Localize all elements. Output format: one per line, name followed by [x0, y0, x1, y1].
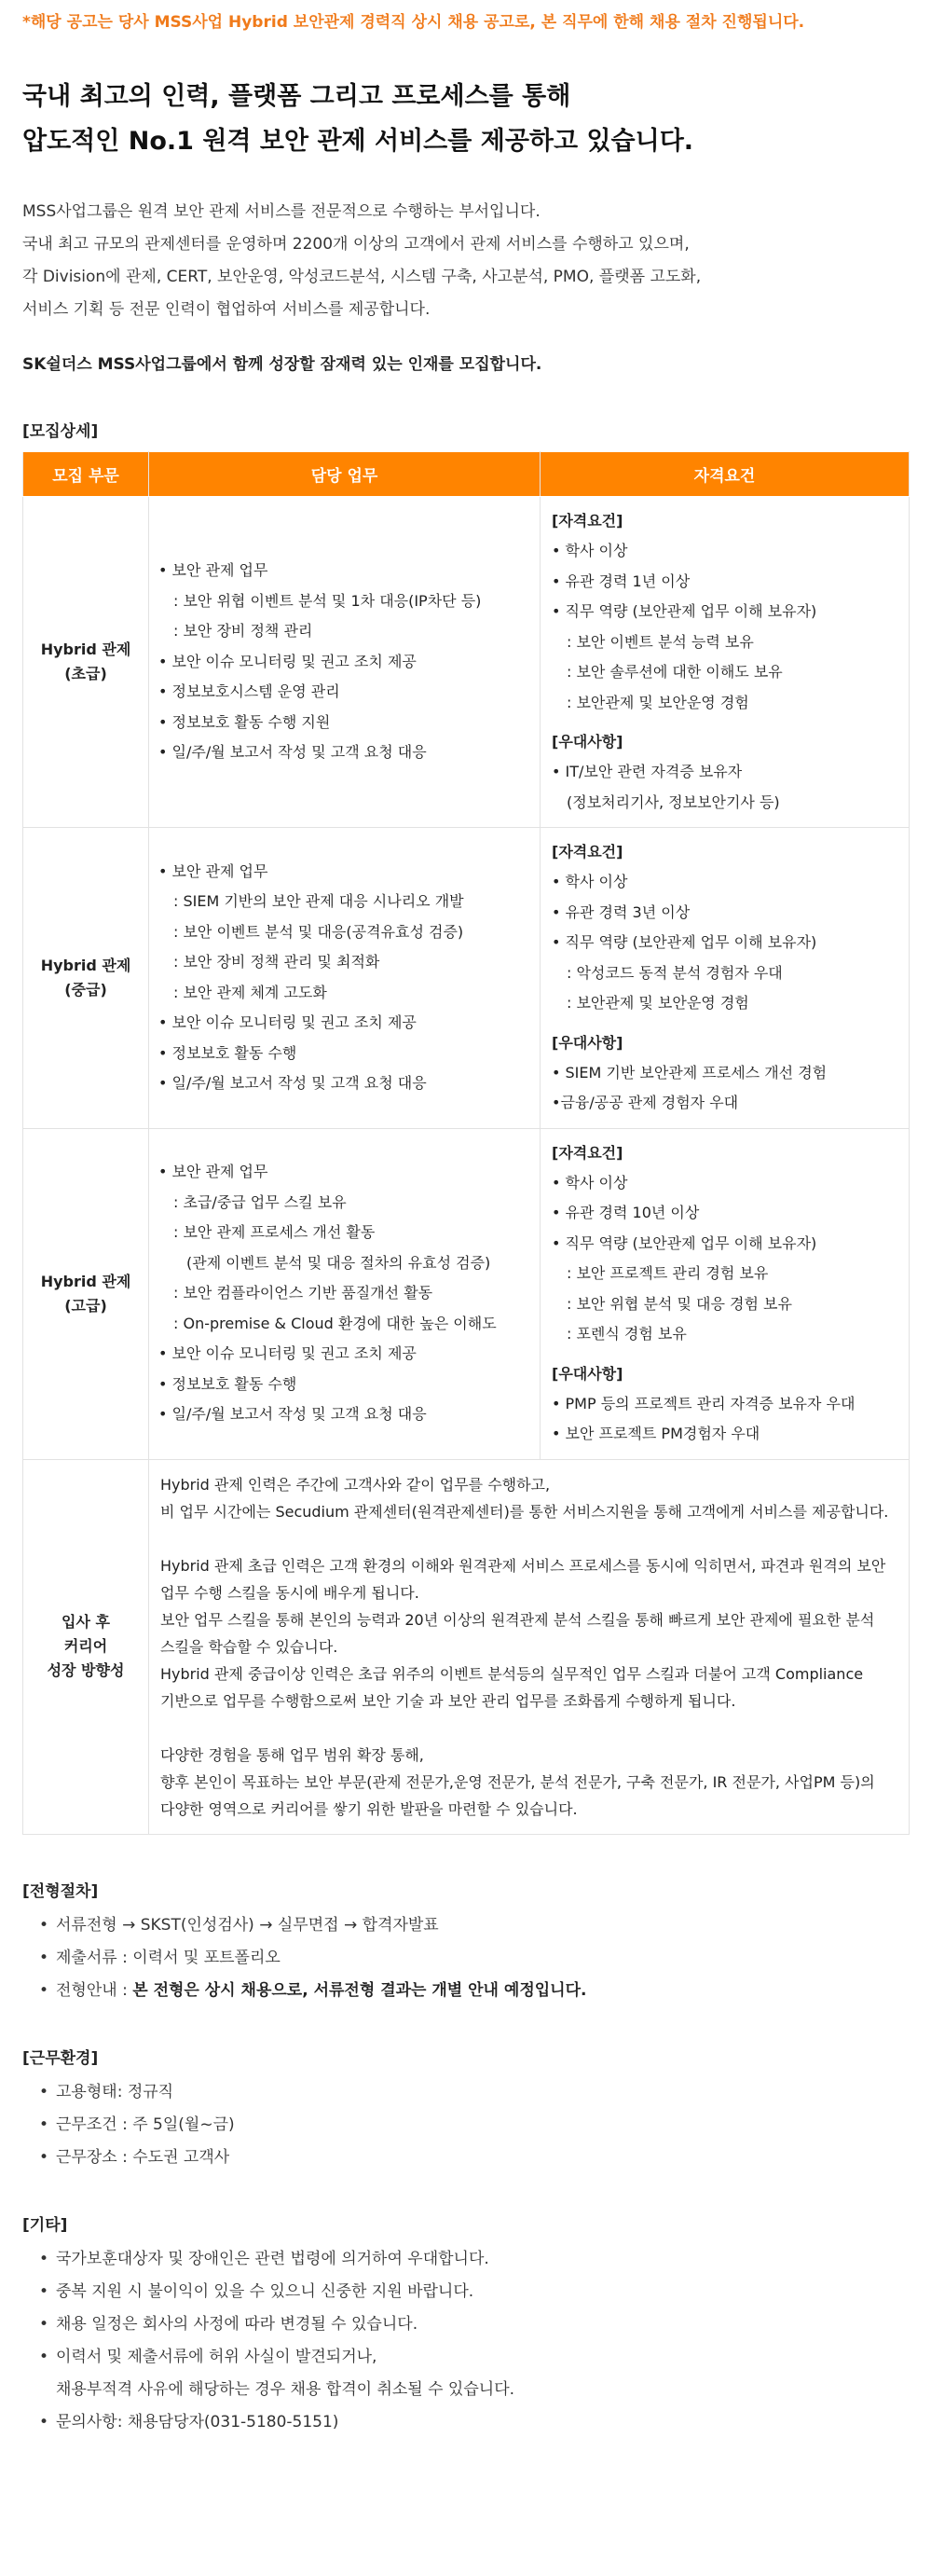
duty-line: : SIEM 기반의 보안 관제 대응 시나리오 개발: [173, 892, 464, 911]
category-label: 입사 후: [62, 1613, 110, 1631]
environment-list: [22, 2076, 909, 2174]
list-item-text: 제출서류 : 이력서 및 포트폴리오: [56, 1948, 281, 1967]
duties-cell: [149, 497, 541, 828]
duties-cell: [149, 1128, 541, 1459]
qualification-heading: [자격요건]: [552, 1143, 623, 1162]
duty-line: • 정보보호 활동 수행: [158, 1043, 297, 1062]
qualification-line: •금융/공공 관제 경험자 우대: [552, 1094, 739, 1111]
recruit-line: SK쉴더스 MSS사업그룹에서 함께 성장할 잠재력 있는 인재를 모집합니다.: [22, 355, 542, 374]
qualifications-cell: [541, 497, 910, 828]
intro: [22, 196, 909, 326]
list-item: [22, 1942, 909, 1975]
list-item: [22, 2109, 909, 2142]
qualification-line: • 유관 경력 3년 이상: [552, 902, 691, 921]
qualification-heading: [우대사항]: [552, 1033, 623, 1052]
qualification-line: : 보안 프로젝트 관리 경험 보유: [567, 1264, 769, 1282]
qualification-line: : 보안관제 및 보안운영 경험: [567, 994, 749, 1012]
duty-line: : 보안 관제 프로세스 개선 활동: [173, 1223, 376, 1242]
spacer: [160, 1715, 897, 1742]
duty-line: • 정보보호 활동 수행: [158, 1374, 297, 1393]
duty-line: • 보안 이슈 모니터링 및 권고 조치 제공: [158, 652, 417, 670]
category-label: Hybrid 관제: [40, 641, 131, 658]
table-row: [23, 828, 910, 1129]
duty-line: • 일/주/월 보고서 작성 및 고객 요청 대응: [158, 1074, 427, 1093]
recruit-detail-table: [22, 451, 910, 1835]
qualification-line: • 학사 이상: [552, 873, 628, 890]
etc-section-title: [기타]: [22, 2215, 68, 2235]
qualification-heading: [자격요건]: [552, 843, 623, 861]
headline-line-2: 압도적인 No.1 원격 보안 관제 서비스를 제공하고 있습니다.: [22, 127, 694, 156]
environment-section-title: [근무환경]: [22, 2048, 99, 2068]
career-line: 기반으로 업무를 수행함으로써 보안 기술 과 보안 관리 업무를 조화롭게 수행하게 됩니다.: [160, 1691, 736, 1710]
qualification-line: • SIEM 기반 보안관제 프로세스 개선 경험: [552, 1063, 828, 1081]
list-item: [22, 1909, 909, 1942]
qualification-line: : 보안관제 및 보안운영 경험: [567, 693, 749, 711]
qualification-line: • 직무 역량 (보안관제 업무 이해 보유자): [552, 933, 817, 951]
career-line: 보안 업무 스킬을 통해 본인의 능력과 20년 이상의 원격관제 분석 스킬을 통해 빠르게 보안 관제에 필요한 분석: [160, 1610, 875, 1629]
category-label: (초급): [64, 665, 107, 682]
list-item: [22, 2076, 909, 2109]
career-line: Hybrid 관제 초급 인력은 고객 환경의 이해와 원격관제 서비스 프로세스를 동시에 익히면서, 파견과 원격의 보안: [160, 1556, 886, 1575]
duty-line: : 초급/중급 업무 스킬 보유: [173, 1192, 347, 1211]
list-item: [22, 1975, 909, 2007]
category-cell: [23, 1128, 149, 1459]
etc-list: [22, 2243, 909, 2439]
spacer: [160, 1525, 897, 1552]
career-line: 비 업무 시간에는 Secudium 관제센터(원격관제센터)를 통한 서비스지원을 통해 고객에게 서비스를 제공합니다.: [160, 1502, 889, 1521]
header-qualifications: 자격요건: [541, 452, 910, 497]
qualification-line: (정보처리기사, 정보보안기사 등): [567, 792, 780, 811]
list-item-text: 서류전형 → SKST(인성검사) → 실무면접 → 합격자발표: [56, 1915, 439, 1935]
qualification-line: • 학사 이상: [552, 542, 628, 559]
list-item-text: 근무조건 : 주 5일(월~금): [56, 2115, 235, 2134]
duty-line: : 보안 장비 정책 관리 및 최적화: [173, 953, 380, 971]
intro-line: 국내 최고 규모의 관제센터를 운영하며 2200개 이상의 고객에서 관제 서비스를 수행하고 있으며,: [22, 235, 690, 254]
intro-line: 각 Division에 관제, CERT, 보안운영, 악성코드분석, 시스템 구축, 사고분석, PMO, 플랫폼 고도화,: [22, 268, 702, 286]
category-label: Hybrid 관제: [40, 1272, 131, 1290]
qualification-line: • 직무 역량 (보안관제 업무 이해 보유자): [552, 602, 817, 620]
category-cell: [23, 828, 149, 1129]
duty-line: • 정보보호 활동 수행 지원: [158, 712, 331, 731]
spacer: [552, 1350, 897, 1359]
list-item-text: 고용형태: 정규직: [56, 2082, 174, 2101]
qualification-line: • PMP 등의 프로젝트 관리 자격증 보유자 우대: [552, 1394, 856, 1412]
spacer: [552, 1019, 897, 1028]
career-line: 향후 본인이 목표하는 보안 부문(관제 전문가,운영 전문가, 분석 전문가, 구축 전문가, IR 전문가, 사업PM 등)의: [160, 1772, 875, 1791]
category-label: (중급): [64, 980, 107, 999]
header-category: 모집 부문: [23, 452, 149, 497]
table-row: [23, 497, 910, 828]
career-line: 다양한 영역으로 커리어를 쌓기 위한 발판을 마련할 수 있습니다.: [160, 1799, 578, 1818]
list-item-text: 전형안내 :: [56, 1980, 133, 2000]
list-item-text: 중복 지원 시 불이익이 있을 수 있으니 신중한 지원 바랍니다.: [56, 2281, 474, 2301]
category-label: (고급): [64, 1296, 107, 1315]
category-label: Hybrid 관제: [40, 956, 131, 974]
headline: [22, 75, 909, 164]
qualification-line: • 유관 경력 1년 이상: [552, 572, 691, 590]
duty-line: • 보안 관제 업무: [158, 1163, 268, 1181]
qualification-line: : 보안 솔루션에 대한 이해도 보유: [567, 663, 783, 681]
duty-line: • 보안 이슈 모니터링 및 권고 조치 제공: [158, 1344, 417, 1363]
qualification-line: : 보안 위협 분석 및 대응 경험 보유: [567, 1294, 792, 1313]
category-label: 커리어: [63, 1637, 108, 1655]
list-item: [22, 2243, 909, 2276]
qualification-line: • IT/보안 관련 자격증 보유자: [552, 763, 743, 780]
career-line: Hybrid 관제 인력은 주간에 고객사와 같이 업무를 수행하고,: [160, 1475, 551, 1494]
duty-line: : 보안 장비 정책 관리: [173, 622, 313, 641]
list-item-text: 채용 일정은 회사의 사정에 따라 변경될 수 있습니다.: [56, 2314, 418, 2334]
list-item-emphasis: 본 전형은 상시 채용으로, 서류전형 결과는 개별 안내 예정입니다.: [132, 1980, 587, 2000]
career-row: [23, 1459, 910, 1834]
duty-line: : 보안 컴플라이언스 기반 품질개선 활동: [173, 1284, 433, 1302]
qualifications-cell: [541, 828, 910, 1129]
duty-line: • 보안 관제 업무: [158, 861, 268, 880]
career-category-cell: [23, 1459, 149, 1834]
process-list: [22, 1909, 909, 2007]
list-item-continuation: 채용부적격 사유에 해당하는 경우 채용 합격이 취소될 수 있습니다.: [56, 2379, 515, 2399]
list-item: [22, 2308, 909, 2341]
qualification-line: : 악성코드 동적 분석 경험자 우대: [567, 963, 783, 982]
duty-line: • 일/주/월 보고서 작성 및 고객 요청 대응: [158, 743, 427, 762]
qualification-line: • 학사 이상: [552, 1173, 628, 1192]
duty-line: : 보안 관제 체계 고도화: [173, 983, 327, 1001]
duty-line: • 일/주/월 보고서 작성 및 고객 요청 대응: [158, 1405, 427, 1424]
detail-section-title: [모집상세]: [22, 422, 99, 441]
qualification-line: • 직무 역량 (보안관제 업무 이해 보유자): [552, 1233, 817, 1252]
duty-line: : 보안 이벤트 분석 및 대응(공격유효성 검증): [173, 922, 464, 941]
category-label: 성장 방향성: [47, 1661, 125, 1679]
table-body: [23, 497, 910, 1835]
list-item: [22, 2276, 909, 2308]
qualification-heading: [우대사항]: [552, 1364, 623, 1383]
qualification-line: • 보안 프로젝트 PM경험자 우대: [552, 1425, 760, 1442]
header-duties: 담당 업무: [149, 452, 541, 497]
list-item-text: 근무장소 : 수도권 고객사: [56, 2147, 230, 2167]
career-description-cell: [149, 1459, 910, 1834]
duty-line: (관제 이벤트 분석 및 대응 절차의 유효성 검증): [186, 1253, 491, 1272]
qualification-heading: [우대사항]: [552, 733, 623, 751]
table-header-row: [23, 452, 910, 497]
qualification-line: : 포렌식 경험 보유: [567, 1325, 687, 1343]
duty-line: : On-premise & Cloud 환경에 대한 높은 이해도: [173, 1314, 497, 1332]
table-row: [23, 1128, 910, 1459]
career-line: 다양한 경험을 통해 업무 범위 확장 통해,: [160, 1745, 424, 1764]
process-section-title: [전형절차]: [22, 1881, 99, 1901]
qualification-line: : 보안 이벤트 분석 능력 보유: [567, 632, 754, 651]
career-line: 스킬을 학습할 수 있습니다.: [160, 1637, 338, 1656]
intro-line: 서비스 기획 등 전문 인력이 협업하여 서비스를 제공합니다.: [22, 300, 431, 319]
list-item-text: 국가보훈대상자 및 장애인은 관련 법령에 의거하여 우대합니다.: [56, 2249, 489, 2268]
career-line: Hybrid 관제 중급이상 인력은 초급 위주의 이벤트 분석등의 실무적인 업무 스킬과 더불어 고객 Compliance: [160, 1664, 864, 1683]
spacer: [552, 718, 897, 727]
qualification-heading: [자격요건]: [552, 512, 623, 530]
notice: *해당 공고는 당사 MSS사업 Hybrid 보안관제 경력직 상시 채용 공고로, 본 직무에 한해 채용 절차 진행됩니다.: [22, 13, 805, 32]
duty-line: • 정보보호시스템 운영 관리: [158, 682, 340, 701]
list-item: [22, 2341, 909, 2374]
list-item-text: 이력서 및 제출서류에 허위 사실이 발견되거나,: [56, 2347, 377, 2366]
duties-cell: [149, 828, 541, 1129]
intro-line: MSS사업그룹은 원격 보안 관제 서비스를 전문적으로 수행하는 부서입니다.: [22, 202, 541, 221]
headline-line-1: 국내 최고의 인력, 플랫폼 그리고 프로세스를 통해: [22, 82, 571, 111]
qualifications-cell: [541, 1128, 910, 1459]
category-cell: [23, 497, 149, 828]
career-line: 업무 수행 스킬을 동시에 배우게 됩니다.: [160, 1583, 419, 1602]
duty-line: : 보안 위협 이벤트 분석 및 1차 대응(IP차단 등): [173, 591, 482, 610]
duty-line: • 보안 이슈 모니터링 및 권고 조치 제공: [158, 1013, 417, 1032]
qualification-line: • 유관 경력 10년 이상: [552, 1204, 700, 1221]
list-item: [22, 2142, 909, 2174]
duty-line: • 보안 관제 업무: [158, 561, 268, 580]
list-item: [22, 2406, 909, 2439]
list-item-text: 문의사항: 채용담당자(031-5180-5151): [56, 2412, 339, 2431]
